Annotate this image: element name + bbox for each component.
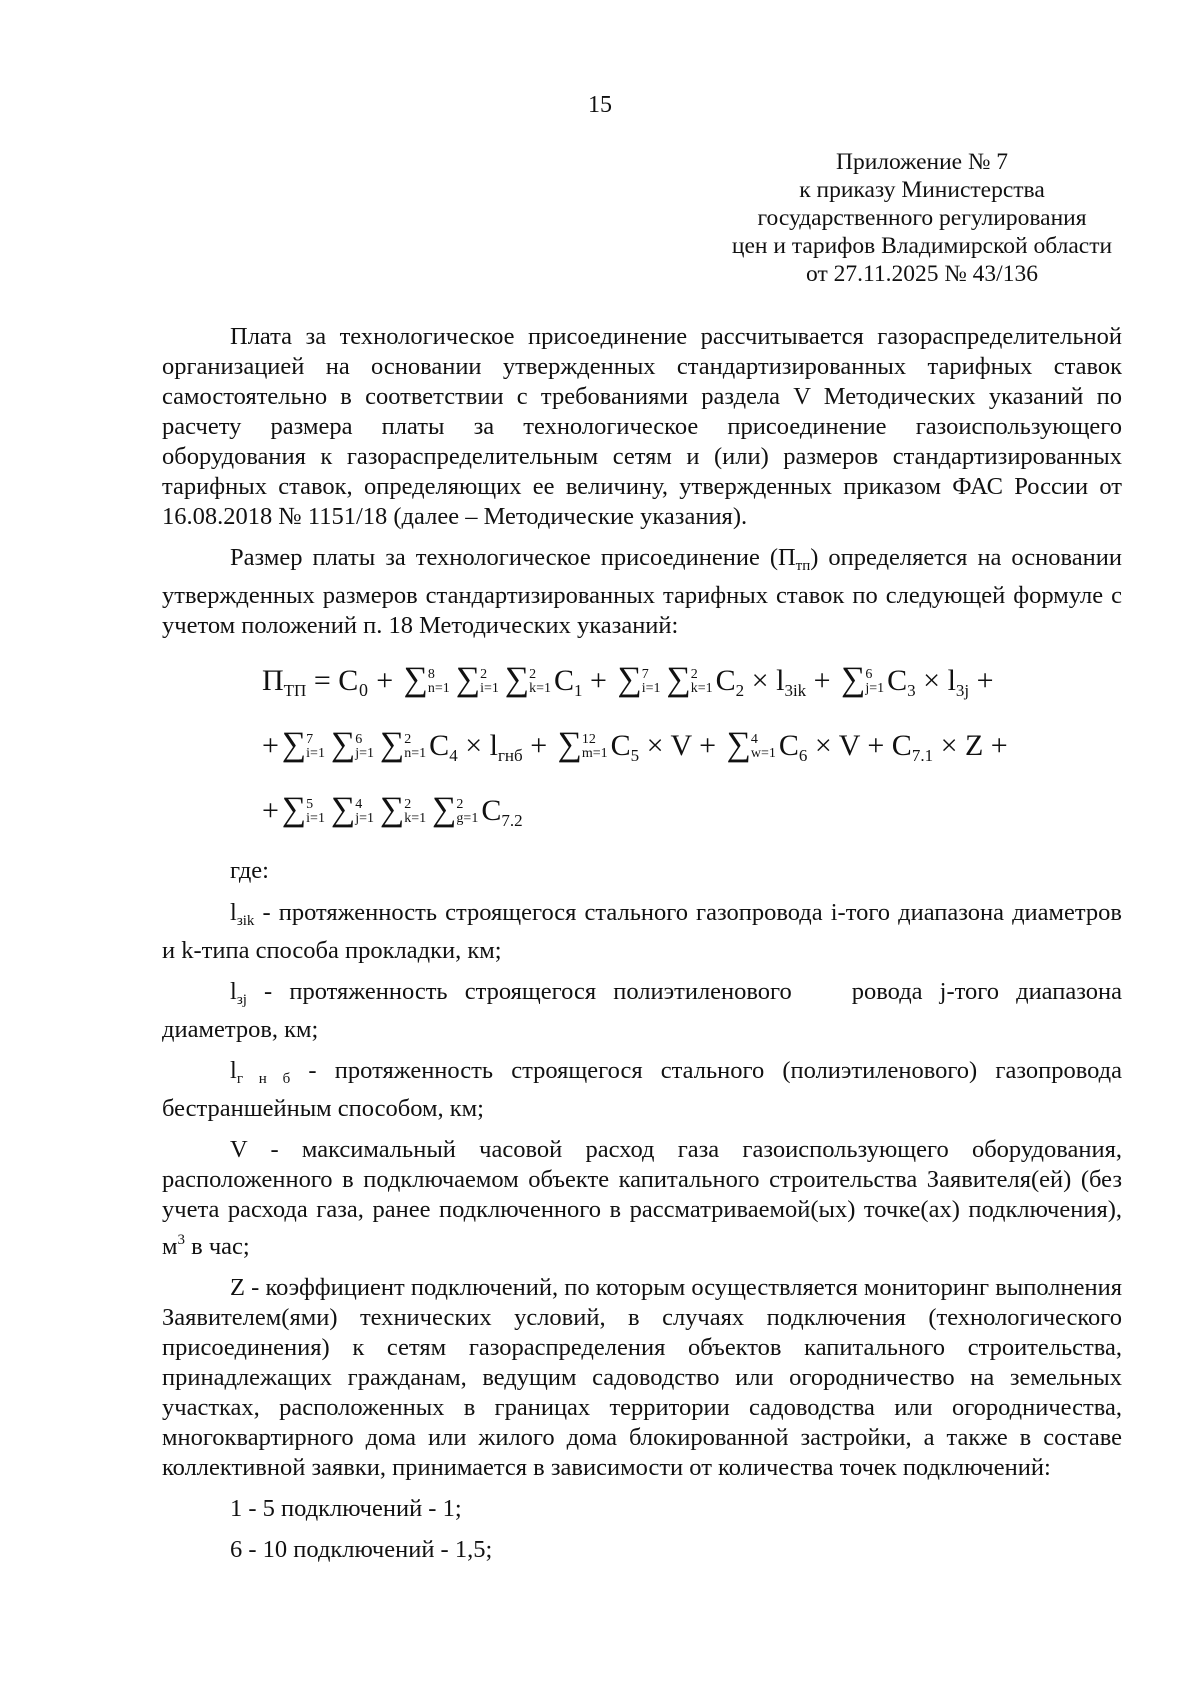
paragraph-fee-size-a: Размер платы за технологическое присоединение (П [230,544,796,571]
definition-steel-pipe [162,898,1122,966]
sum-symbol: ∑ 7 i=1 [617,661,661,698]
sum-symbol: ∑ 2 k=1 [380,791,427,828]
document-body [162,322,1122,1565]
paragraph-fee-calculation: Плата за технологическое присоединение рассчитывается газораспределительной организацией на основании утвержденных стандартизированных тарифных ставок самостоятельно в соответствии с требованиями раздела V Методических указаний по расчету размера платы за технологическое присоединение газоиспользующего оборудования к газораспределительным сетям и (или) размеров стандартизированных тарифных ставок, определяющих ее величину, утвержденных приказом ФАС России от 16.08.2018 № 1151/18 (далее – Методические указания). [162,323,1122,530]
formula-lhs-sub: ТП [283,681,307,700]
sum-symbol: ∑ 2 i=1 [455,661,499,698]
definition-polyethylene-pipe [162,977,1122,1045]
sum-symbol: ∑ 7 i=1 [281,726,325,763]
fee-formula [262,653,1122,848]
where-label: где: [230,857,269,884]
appendix-line-5: от 27.11.2025 № 43/136 [806,261,1038,287]
definition-symbol-sub: зj [236,992,247,1008]
paragraph-fee-size-sub: тп [795,558,811,574]
appendix-line-1: Приложение № 7 [835,149,1009,175]
definition-text: в час; [185,1233,250,1260]
page-number: 15 [588,92,612,118]
definition-symbol: l [230,899,237,926]
formula-line-3: +∑ 5 i=1 ∑ 4 j=1 ∑ 2 k=1 ∑ 2 g=1 $C_{7.2}$ [262,783,1122,848]
definition-symbol-sub: зik [236,913,255,929]
definition-symbol: l [230,1057,237,1084]
sum-symbol: ∑ 4 w=1 [726,726,776,763]
range-6-10: 6 - 10 подключений - 1,5; [230,1536,493,1563]
sum-symbol: ∑ 2 k=1 [504,661,552,698]
appendix-header [722,148,1122,288]
sum-symbol: ∑ 2 g=1 [432,791,479,828]
definition-text: ровода j-того диапазона диаметров, км; [162,978,1122,1043]
sum-symbol: ∑ 8 n=1 [403,661,450,698]
definition-symbol-sub: г н б [236,1071,291,1087]
definition-connection-coefficient: Z - коэффициент подключений, по которым осуществляется мониторинг выполнения Заявителем(ями) технических условий, в случаях подключения (технологического присоединения) к сетям газораспределения объектов капитального строительства, принадлежащих гражданам, ведущим садоводство или огородничество на земельных участках, расположенных в границах территории садоводства или огородничества, многоквартирного дома или жилого дома блокированной застройки, а также в составе коллективной заявки, принимается в зависимости от количества точек подключений: [162,1274,1122,1481]
sum-symbol: ∑ 5 i=1 [281,791,325,828]
definition-trenchless-pipe [162,1056,1122,1124]
formula-plus: + [262,794,279,827]
paragraph-fee-size-b: ) определяется на основании утвержденных размеров стандартизированных тарифных ставок по следующей формуле с учетом положений п. 18 Методических указаний: [162,544,1122,639]
formula-c0: = C₀ + [313,664,394,697]
formula-line-1: $П_{ТП} = C_0$ + ∑ 8 n=1 ∑ 2 i=1 ∑ 2 k=1 $C_1$ + ∑ 7 i=1 ∑ 2 k=1 $C_2 \times l_{3ik}$ + ∑ 6 j=1 $C_3 \times l_{3j}$ + [262,653,1122,718]
appendix-line-2: к приказу Министерства [799,177,1045,203]
appendix-line-3: государственного регулирования [757,205,1087,231]
definition-text: - протяженность строящегося стального газопровода i-того диапазона диаметров и k-типа способа прокладки, км; [162,899,1122,964]
definition-text: V - максимальный часовой расход газа газоиспользующего оборудования, расположенного в подключаемом объекте капитального строительства Заявителя(ей) (без учета расхода газа, ранее подключенного в рассматриваемой(ых) точке(ах) подключения), м [162,1136,1122,1260]
sum-symbol: ∑ 2 k=1 [666,661,713,698]
definition-text: - протяженность строящегося стального (полиэтиленового) газопровода бестраншейным способом, км; [162,1057,1122,1122]
sum-symbol: ∑ 12 m=1 [557,726,608,763]
sum-symbol: ∑ 2 n=1 [380,726,427,763]
definition-superscript: 3 [177,1232,186,1248]
definition-max-gas-flow [162,1135,1122,1262]
definition-symbol: l [230,978,237,1005]
sum-symbol: ∑ 4 j=1 [330,791,375,828]
sum-symbol: ∑ 6 j=1 [841,661,885,698]
formula-line-2: +∑ 7 i=1 ∑ 6 j=1 ∑ 2 n=1 $C_4 \times l_{гнб}$ + ∑ 12 m=1 $C_5 \times V$ + ∑ 4 w=1 $C_6 \times V + C_{7.1} \times Z$ + [262,718,1122,783]
formula-lhs: П [262,664,284,697]
range-1-5: 1 - 5 подключений - 1; [230,1495,462,1522]
paragraph-fee-size [162,543,1122,641]
formula-plus: + [262,729,279,762]
definition-text: - протяженность строящегося полиэтиленового [246,978,792,1005]
sum-symbol: ∑ 6 j=1 [330,726,375,763]
appendix-line-4: цен и тарифов Владимирской области [731,233,1113,259]
